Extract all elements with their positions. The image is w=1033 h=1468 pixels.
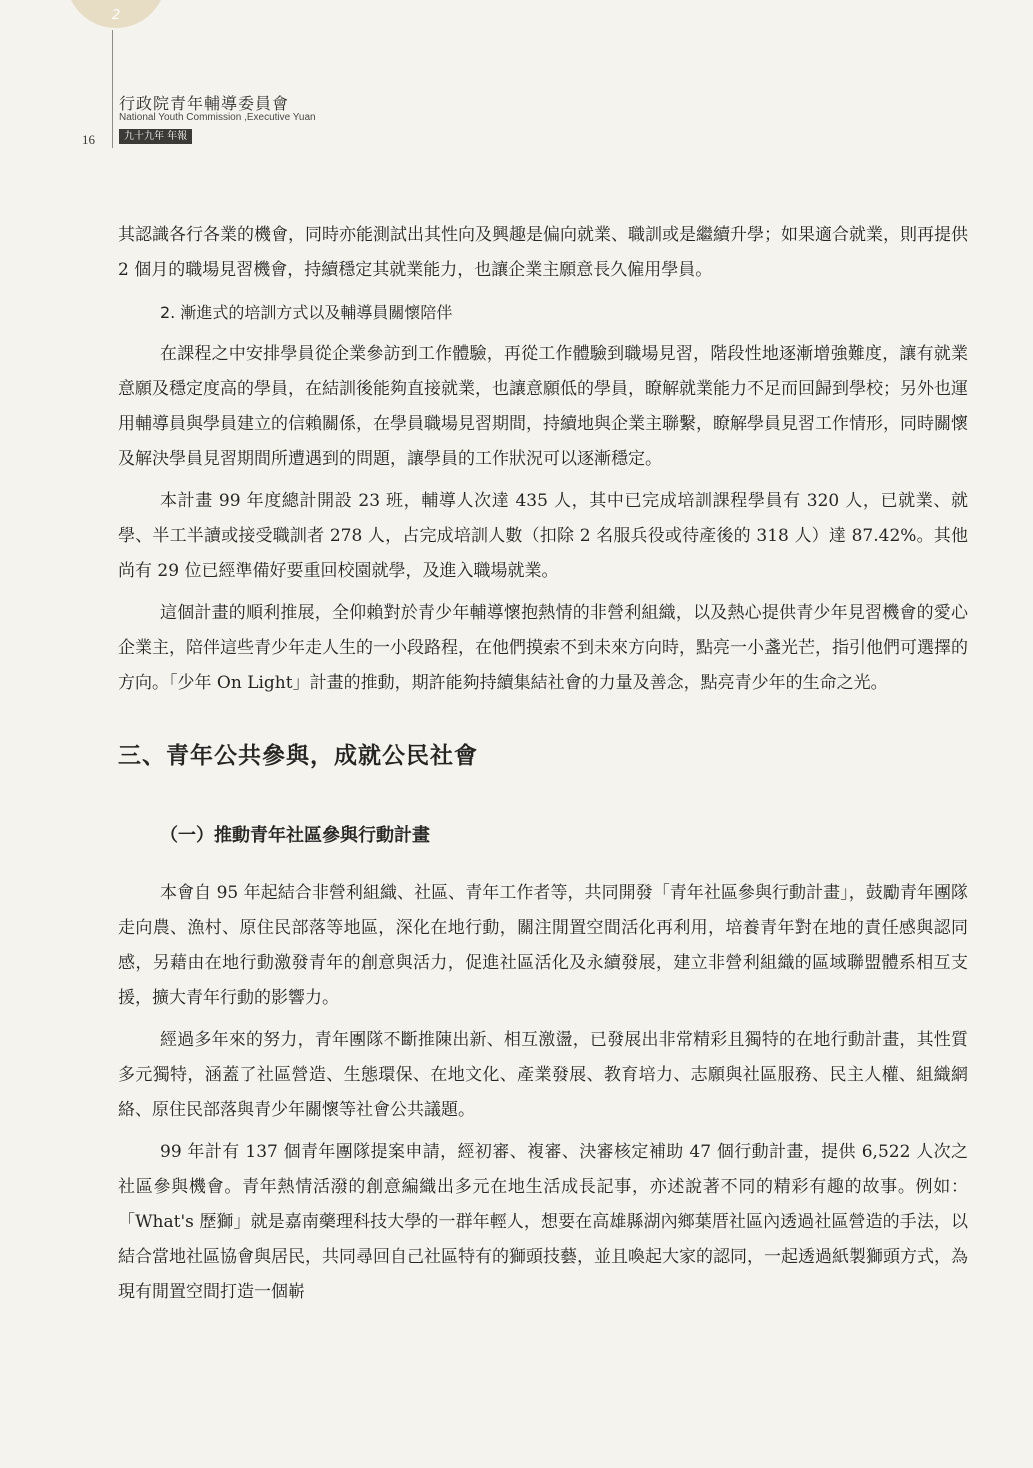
paragraph-training-process: 在課程之中安排學員從企業參訪到工作體驗，再從工作體驗到職場見習，階段性地逐漸增強難度，讓有就業意願及穩定度高的學員，在結訓後能夠直接就業，也讓意願低的學員，瞭解就業能力不足而回歸到學校；另外也運用輔導員與學員建立的信賴關係，在學員職場見習期間，持續地與企業主聯繫，瞭解學員見習工作情形，同時關懷及解決學員見習期間所遭遇到的問題，讓學員的工作狀況可以逐漸穩定。 — [118, 344, 968, 469]
section-heading-public-participation: 三、青年公共參與，成就公民社會 — [118, 743, 478, 769]
chapter-number: 2 — [112, 8, 121, 23]
intro-paragraph: 其認識各行各業的機會，同時亦能測試出其性向及興趣是偏向就業、職訓或是繼續升學；如果適合就業，則再提供 2 個月的職場見習機會，持續穩定其就業能力，也讓企業主願意長久僱用學員。 — [118, 225, 968, 280]
header-divider — [112, 30, 113, 148]
paragraph-program-thanks: 這個計畫的順利推展，全仰賴對於青少年輔導懷抱熱情的非營利組織，以及熱心提供青少年見習機會的愛心企業主，陪伴這些青少年走人生的一小段路程，在他們摸索不到未來方向時，點亮一小盞光芒，指引他們可選擇的方向。「少年 On Light」計畫的推動，期許能夠持續集結社會的力量及善念，點亮青少年的生命之光。 — [118, 603, 968, 693]
organization-english-name: National Youth Commission ,Executive Yuan — [119, 112, 316, 123]
paragraph-community-plan: 本會自 95 年起結合非營利組織、社區、青年工作者等，共同開發「青年社區參與行動計畫」，鼓勵青年團隊走向農、漁村、原住民部落等地區，深化在地行動，關注閒置空間活化再利用，培養青年對在地的責任感與認同感，另藉由在地行動激發青年的創意與活力，促進社區活化及永續發展，建立非營利組織的區域聯盟體系相互支援，擴大青年行動的影響力。 — [118, 883, 968, 1008]
organization-title: 行政院青年輔導委員會 — [119, 94, 290, 113]
annual-report-badge: 九十九年 年報 — [119, 129, 192, 144]
paragraph-program-results: 本計畫 99 年度總計開設 23 班，輔導人次達 435 人，其中已完成培訓課程學員有 320 人，已就業、就學、半工半讀或接受職訓者 278 人，占完成培訓人數（扣除 2 名服兵役或待產後的 318 人）達 87.42%。其他尚有 29 位已經準備好要重回校園就學，及進入職場就業。 — [118, 491, 968, 581]
page-body — [118, 218, 968, 1317]
page-number: 16 — [82, 132, 95, 147]
paragraph-community-stats: 99 年計有 137 個青年團隊提案申請，經初審、複審、決審核定補助 47 個行動計畫，提供 6,522 人次之社區參與機會。青年熱情活潑的創意編織出多元在地生活成長記事，亦述說著不同的精彩有趣的故事。例如：「What's 歷獅」就是嘉南藥理科技大學的一群年輕人，想要在高雄縣湖內鄉葉厝社區內透過社區營造的手法，以結合當地社區協會與居民，共同尋回自己社區特有的獅頭技藝，並且喚起大家的認同，一起透過紙製獅頭方式，為現有閒置空間打造一個嶄 — [118, 1142, 968, 1302]
subsection-heading-community-action: （一）推動青年社區參與行動計畫 — [160, 825, 430, 846]
paragraph-community-topics: 經過多年來的努力，青年團隊不斷推陳出新、相互激盪，已發展出非常精彩且獨特的在地行動計畫，其性質多元獨特，涵蓋了社區營造、生態環保、在地文化、產業發展、教育培力、志願與社區服務、民主人權、組織網絡、原住民部落與青少年關懷等社會公共議題。 — [118, 1030, 968, 1120]
subheading-training-method: 2. 漸進式的培訓方式以及輔導員關懷陪伴 — [160, 303, 453, 322]
